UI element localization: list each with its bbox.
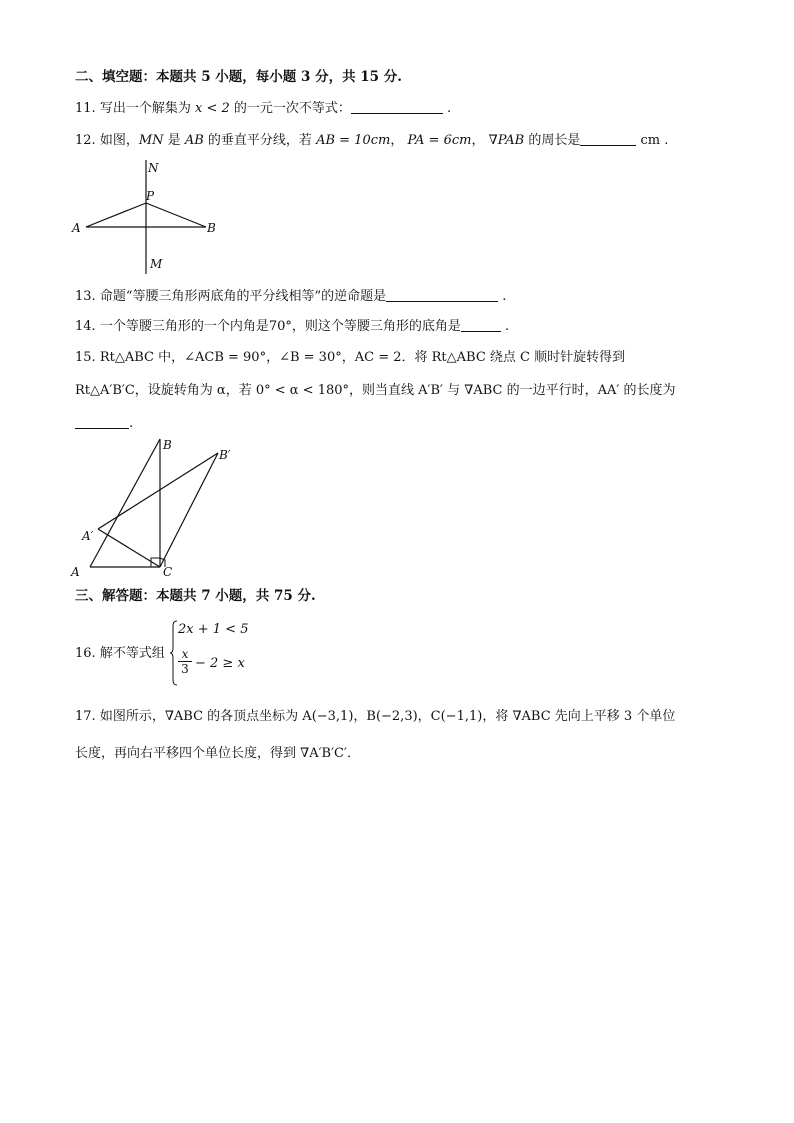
label-b-prime: B′ (219, 448, 231, 462)
q16-text: 解不等式组 (99, 646, 165, 661)
question-16 (75, 646, 165, 662)
label-b: B (207, 221, 216, 235)
q14-text-a: 一个等腰三角形的一个内角是 (99, 319, 269, 334)
q15-line1: Rt△ABC 中，∠ACB = 90°，∠B = 30°，AC = 2．将 Rt△ABC 绕点 C 顺时针旋转得到 (99, 350, 626, 365)
q12-ab-equation: AB = 10cm (316, 133, 391, 148)
q12-comma-2: ， (471, 133, 485, 148)
q11-text-a: 写出一个解集为 (99, 101, 191, 116)
segment-ab (90, 439, 160, 567)
q16-frac-denominator: 3 (181, 662, 189, 676)
question-14 (75, 319, 509, 335)
question-17-line-2 (75, 746, 360, 762)
q12-end: . (664, 133, 669, 148)
q11-text-b: 的一元一次不等式： (233, 101, 351, 116)
q12-text-b: 是 (167, 133, 181, 148)
q11-end: . (447, 101, 452, 116)
q16-brace (170, 620, 178, 686)
section-2-header: 二、填空题：本题共 5 小题，每小题 3 分，共 15 分. (75, 69, 402, 85)
q16-inequality-1 (178, 622, 248, 637)
q15-end: . (129, 416, 134, 431)
q13-end: . (502, 289, 507, 304)
q16-frac-numerator: x (178, 647, 192, 662)
q14-number: 14. (75, 319, 96, 334)
q16-number: 16. (75, 646, 96, 661)
q15-line2: Rt△A′B′C，设旋转角为 α，若 0° < α < 180°，则当直线 A′B′ 与 ∇ABC 的一边平行时，AA′ 的长度为 (75, 383, 676, 398)
q16-ineq-1-text: 2x + 1 < 5 (178, 622, 249, 637)
q12-text-d: 的周长是 (528, 133, 581, 148)
q16-inequality-2 (195, 656, 245, 671)
question-15-line-3 (75, 416, 133, 432)
segment-a-prime-b-prime (98, 453, 218, 529)
q12-text-a: 如图， (99, 133, 139, 148)
q13-number: 13. (75, 289, 96, 304)
label-a: A (71, 565, 80, 579)
question-17-line-1 (75, 709, 675, 725)
q12-answer-blank[interactable] (580, 133, 636, 146)
q17-line1: 如图所示，∇ABC 的各顶点坐标为 A(−3,1)，B(−2,3)，C(−1,1)，将 ∇ABC 先向上平移 3 个单位 (99, 709, 676, 724)
q14-text-b: ，则这个等腰三角形的底角是 (291, 319, 461, 334)
section-3-header: 三、解答题：本题共 7 小题，共 75 分. (75, 588, 316, 604)
q14-answer-blank[interactable] (461, 319, 501, 332)
q12-unit: cm (640, 133, 661, 148)
question-11 (75, 101, 451, 117)
label-c: C (163, 565, 173, 579)
q12-comma-1: ， (390, 133, 404, 148)
question-12 (75, 133, 668, 149)
q12-number: 12. (75, 133, 96, 148)
label-a-prime: A′ (82, 529, 94, 543)
label-m: M (150, 257, 163, 271)
q15-number: 15. (75, 350, 96, 365)
q11-answer-blank[interactable] (351, 101, 443, 114)
figure-12 (60, 150, 230, 275)
q13-answer-blank[interactable] (386, 289, 498, 302)
segment-pb (146, 203, 206, 227)
segment-b-prime-c (160, 453, 218, 567)
segment-pa (86, 203, 146, 227)
question-13 (75, 289, 506, 305)
q11-expression: x < 2 (194, 101, 230, 116)
label-p: P (146, 189, 155, 203)
q12-text-c: 的垂直平分线，若 (207, 133, 312, 148)
q12-mn: MN (138, 133, 164, 148)
q12-triangle: ∇PAB (488, 133, 525, 148)
q14-end: . (505, 319, 510, 334)
label-n: N (148, 161, 159, 175)
q16-fraction (178, 647, 192, 676)
q13-text: 命题“等腰三角形两底角的平分线相等”的逆命题是 (99, 289, 387, 304)
q17-line2: 长度，再向右平移四个单位长度，得到 ∇A′B′C′． (75, 746, 360, 761)
q16-ineq-2-text: − 2 ≥ x (195, 656, 245, 671)
q12-ab: AB (184, 133, 204, 148)
figure-15 (62, 432, 252, 580)
question-15-line-1 (75, 350, 625, 366)
q12-pa-equation: PA = 6cm (407, 133, 472, 148)
label-a: A (72, 221, 81, 235)
q17-number: 17. (75, 709, 96, 724)
q14-angle: 70° (268, 319, 292, 334)
label-b: B (163, 438, 172, 452)
q15-answer-blank[interactable] (75, 416, 129, 429)
question-15-line-2 (75, 383, 675, 399)
q11-number: 11. (75, 101, 96, 116)
